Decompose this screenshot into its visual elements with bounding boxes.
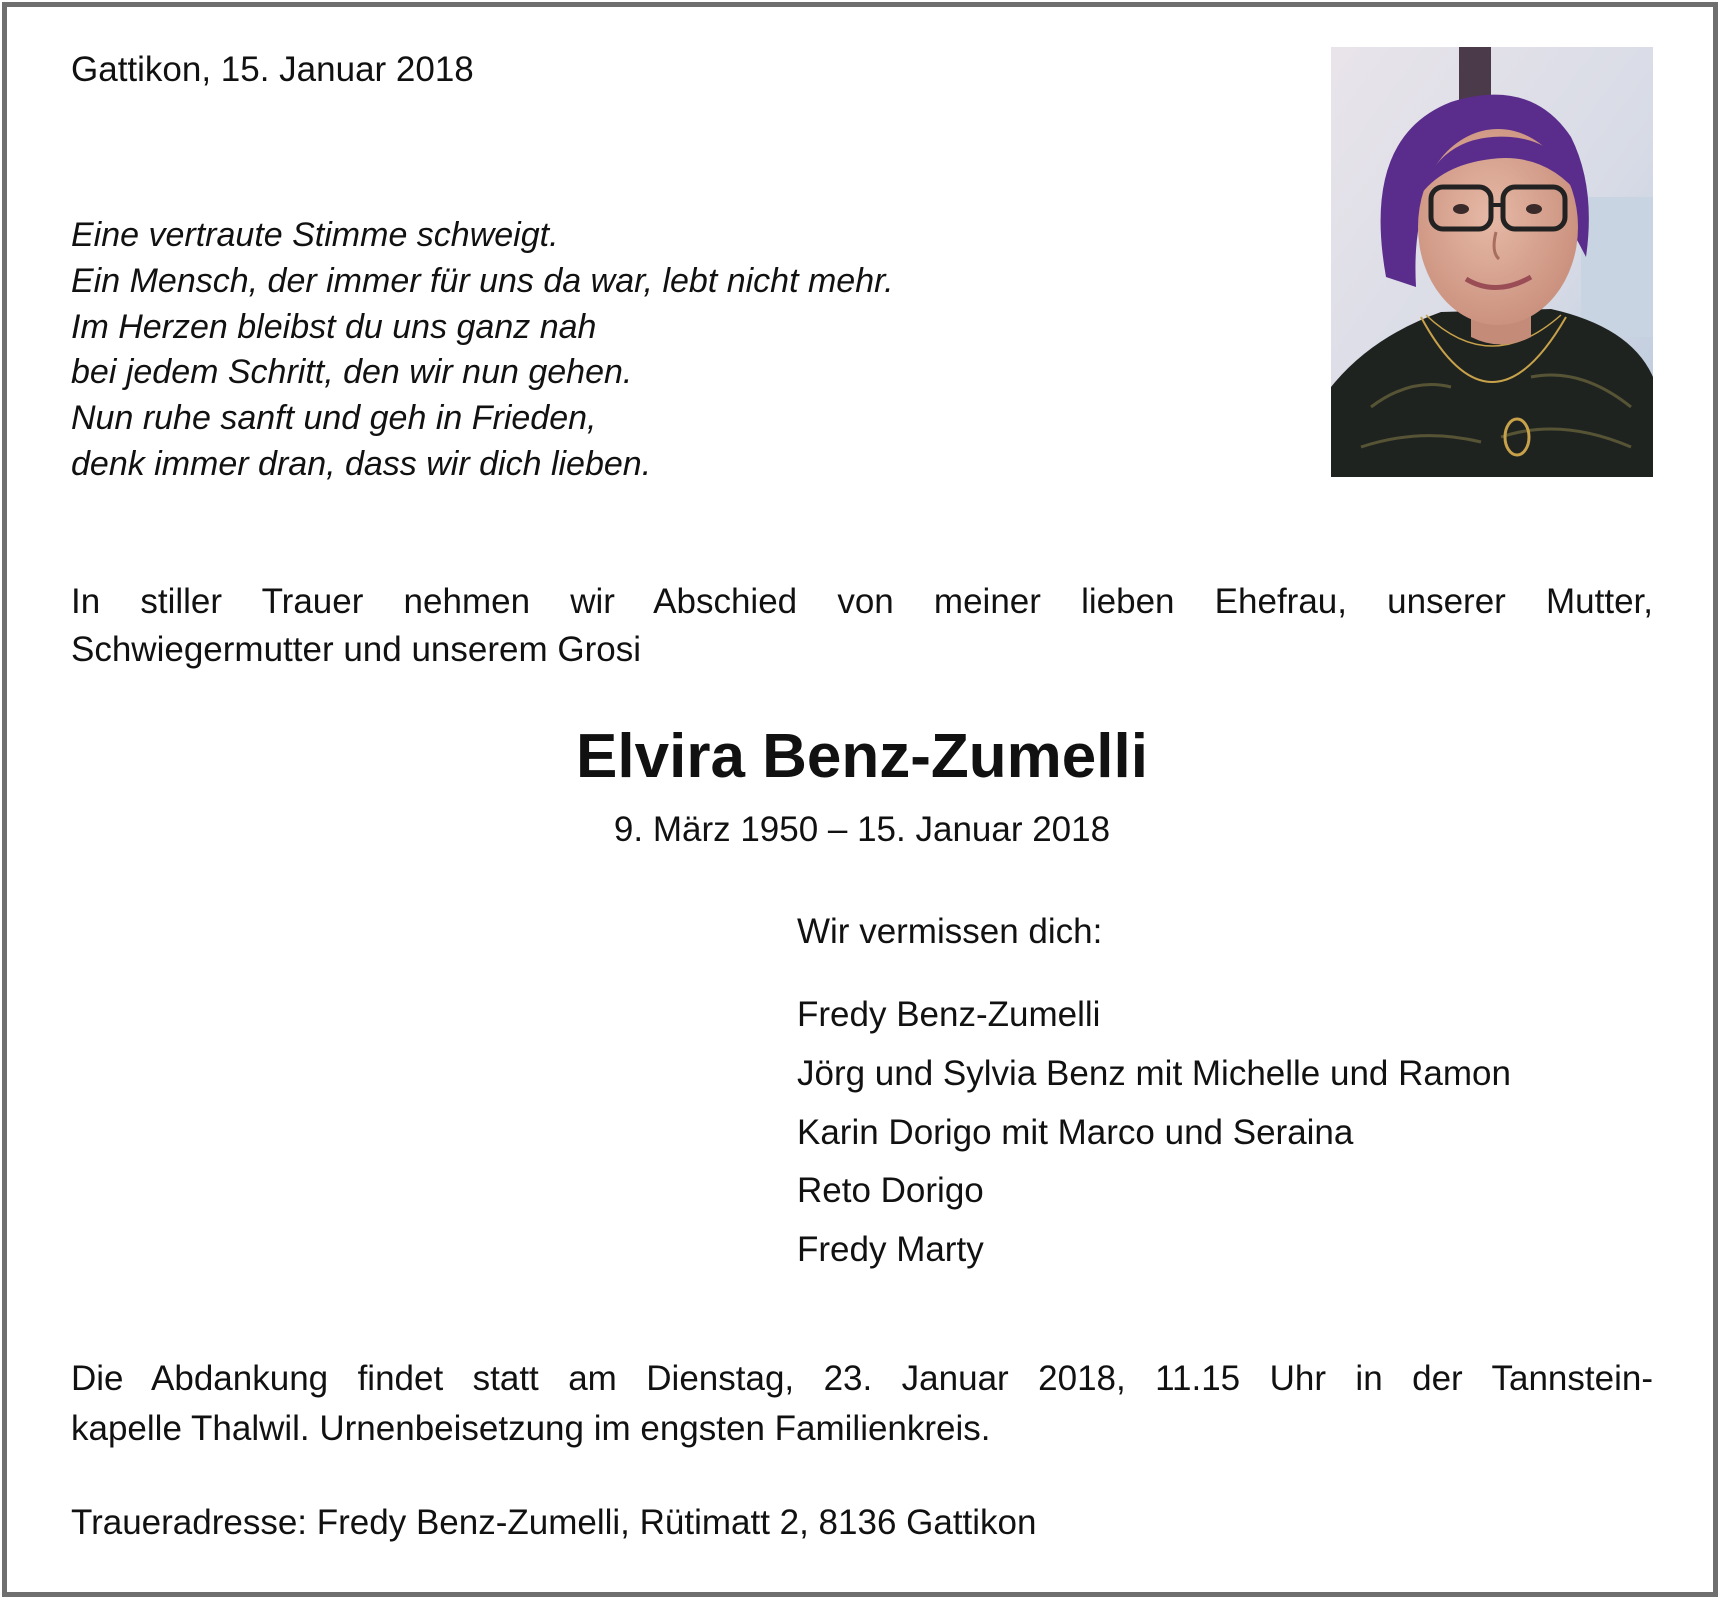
portrait-photo (1331, 47, 1653, 477)
poem-line: bei jedem Schritt, den wir nun gehen. (71, 353, 633, 392)
poem-line: Im Herzen bleibst du uns ganz nah (71, 307, 597, 346)
mourners-heading: Wir vermissen dich: (797, 912, 1103, 951)
place-date: Gattikon, 15. Januar 2018 (71, 50, 474, 89)
mourner-name: Fredy Marty (797, 1230, 984, 1270)
deceased-name: Elvira Benz-Zumelli (576, 722, 1148, 791)
poem (71, 213, 894, 488)
service-info (71, 1354, 1653, 1454)
mourner-name: Reto Dorigo (797, 1171, 984, 1211)
life-dates: 9. März 1950 – 15. Januar 2018 (613, 810, 1111, 849)
mourners-list (797, 986, 1511, 1280)
intro-line: Schwiegermutter und unserem Grosi (71, 630, 641, 669)
intro-line: In stiller Trauer nehmen wir Abschied von meiner lieben Ehefrau, unserer Mutter, (71, 582, 1653, 621)
poem-line: Nun ruhe sanft und geh in Frieden, (71, 399, 597, 438)
poem-line: Eine vertraute Stimme schweigt. (71, 216, 559, 254)
intro-text (71, 578, 1653, 674)
mourning-address: Traueradresse: Fredy Benz-Zumelli, Rütimatt 2, 8136 Gattikon (71, 1503, 1037, 1542)
mourner-name: Jörg und Sylvia Benz mit Michelle und Ramon (797, 1053, 1511, 1093)
mourner-name: Karin Dorigo mit Marco und Seraina (797, 1112, 1354, 1152)
service-line: kapelle Thalwil. Urnenbeisetzung im engsten Familienkreis. (71, 1409, 991, 1448)
service-line: Die Abdankung findet statt am Dienstag, 23. Januar 2018, 11.15 Uhr in der Tannstein- (71, 1359, 1653, 1398)
mourner-name: Fredy Benz-Zumelli (797, 995, 1101, 1034)
poem-line: Ein Mensch, der immer für uns da war, lebt nicht mehr. (71, 261, 894, 300)
poem-line: denk immer dran, dass wir dich lieben. (71, 444, 652, 483)
